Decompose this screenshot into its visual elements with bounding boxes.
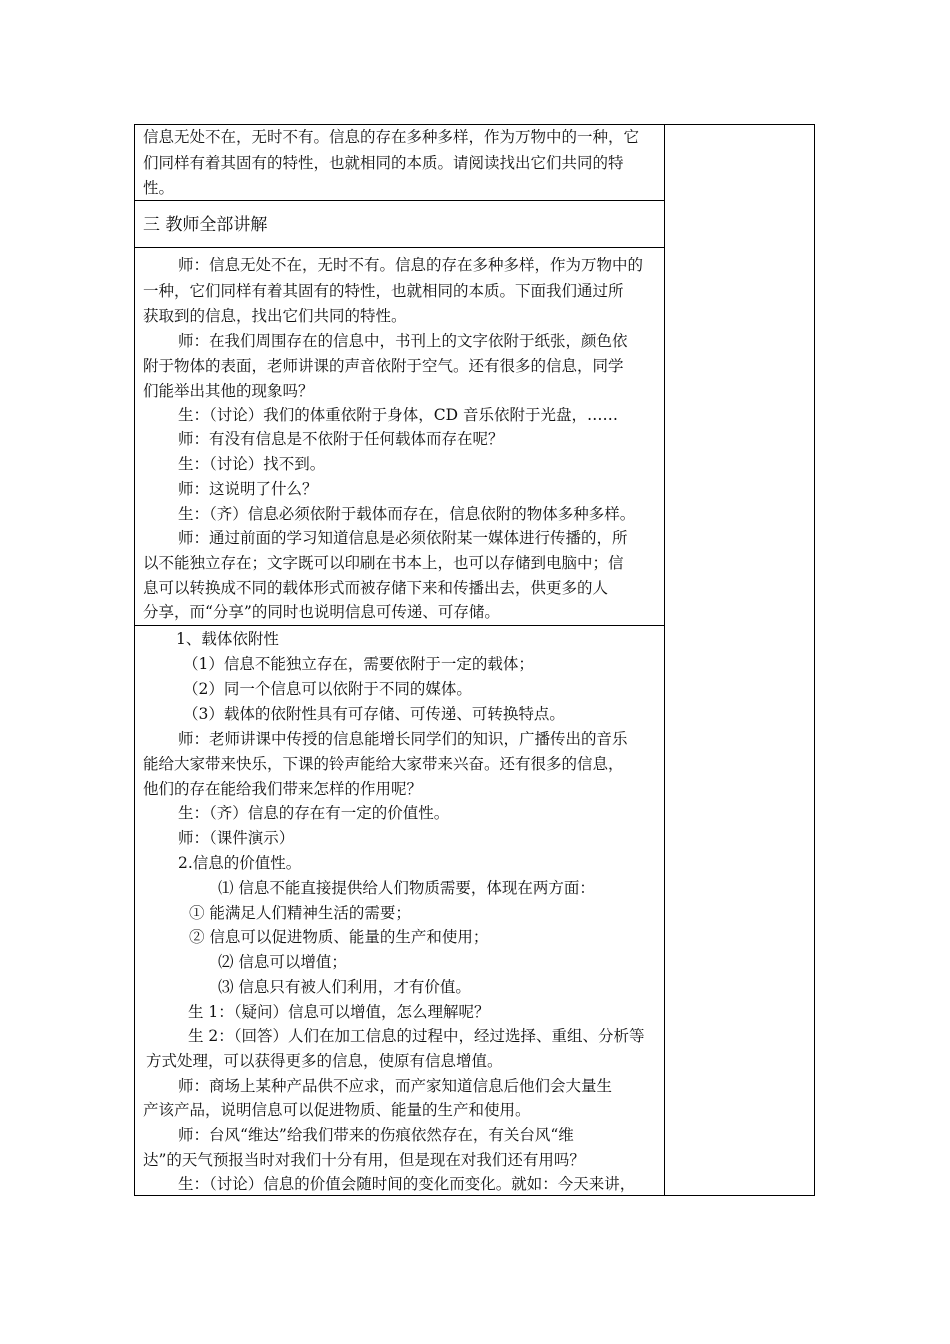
text-line: ⑴ 信息不能直接提供给人们物质需要，体现在两方面：: [218, 879, 595, 897]
text-line: ⑶ 信息只有被人们利用，才有价值。: [218, 978, 471, 996]
text-line: 们同样有着其固有的特性，也就相同的本质。请阅读找出它们共同的特: [143, 154, 624, 172]
text-line: ⑵ 信息可以增值；: [218, 953, 347, 971]
text-line: 师：台风“维达”给我们带来的伤痕依然存在，有关台风“维: [178, 1126, 574, 1144]
text-line: （2）同一个信息可以依附于不同的媒体。: [183, 680, 472, 698]
text-line: 师：有没有信息是不依附于任何载体而存在呢？: [178, 430, 504, 448]
text-line: 息可以转换成不同的载体形式而被存储下来和传播出去，供更多的人: [143, 579, 609, 597]
text-line: 生：（讨论）找不到。: [178, 455, 326, 473]
row-divider: [134, 247, 664, 248]
text-line: （3）载体的依附性具有可存储、可传递、可转换特点。: [183, 705, 565, 723]
text-line: 达”的天气预报当时对我们十分有用，但是现在对我们还有用吗？: [143, 1151, 585, 1169]
section-title: 三 教师全部讲解: [143, 215, 268, 235]
row-divider: [134, 625, 664, 626]
text-line: 方式处理，可以获得更多的信息，使原有信息增值。: [146, 1052, 503, 1070]
text-line: 生：（讨论）信息的价值会随时间的变化而变化。就如：今天来讲，: [178, 1175, 636, 1193]
text-line: 以不能独立存在；文字既可以印刷在书本上，也可以存储到电脑中；信: [143, 554, 624, 572]
text-line: 师：这说明了什么？: [178, 480, 318, 498]
text-line: 附于物体的表面，老师讲课的声音依附于空气。还有很多的信息，同学: [143, 357, 624, 375]
text-line: 生：（讨论）我们的体重依附于身体，CD 音乐依附于光盘，……: [178, 406, 618, 424]
row-divider: [134, 200, 664, 201]
column-divider: [664, 124, 665, 1196]
text-line: 师：在我们周围存在的信息中，书刊上的文字依附于纸张，颜色依: [178, 332, 628, 350]
text-line: ② 信息可以促进物质、能量的生产和使用；: [189, 928, 489, 946]
text-line: 能给大家带来快乐，下课的铃声能给大家带来兴奋。还有很多的信息，: [143, 755, 624, 773]
text-line: 获取到的信息，找出它们共同的特性。: [143, 307, 407, 325]
text-line: 产该产品，说明信息可以促进物质、能量的生产和使用。: [143, 1101, 531, 1119]
text-line: 师：通过前面的学习知道信息是必须依附某一媒体进行传播的，所: [178, 529, 628, 547]
text-line: 性。: [143, 179, 175, 197]
text-line: 1、载体依附性: [176, 630, 279, 648]
text-line: 他们的存在能给我们带来怎样的作用呢？: [143, 780, 423, 798]
text-line: （1）信息不能独立存在，需要依附于一定的载体；: [183, 655, 534, 673]
text-line: 师：信息无处不在，无时不有。信息的存在多种多样，作为万物中的: [178, 256, 644, 274]
text-line: 师：老师讲课中传授的信息能增长同学们的知识，广播传出的音乐: [178, 730, 628, 748]
text-line: 们能举出其他的现象吗？: [143, 382, 314, 400]
text-line: 2.信息的价值性。: [178, 854, 302, 872]
text-line: 师：（课件演示）: [178, 829, 295, 847]
text-line: 生 1：（疑问）信息可以增值，怎么理解呢？: [188, 1003, 490, 1021]
text-line: 生：（齐）信息必须依附于载体而存在，信息依附的物体多种多样。: [178, 505, 636, 523]
text-line: 一种，它们同样有着其固有的特性，也就相同的本质。下面我们通过所: [143, 282, 624, 300]
text-line: ① 能满足人们精神生活的需要；: [189, 904, 411, 922]
text-line: 生 2：（回答）人们在加工信息的过程中，经过选择、重组、分析等: [188, 1027, 645, 1045]
text-line: 信息无处不在，无时不有。信息的存在多种多样，作为万物中的一种，它: [143, 128, 640, 146]
text-line: 分享，而“分享”的同时也说明信息可传递、可存储。: [143, 603, 500, 621]
text-line: 师：商场上某种产品供不应求，而产家知道信息后他们会大量生: [178, 1077, 613, 1095]
text-line: 生：（齐）信息的存在有一定的价值性。: [178, 804, 450, 822]
